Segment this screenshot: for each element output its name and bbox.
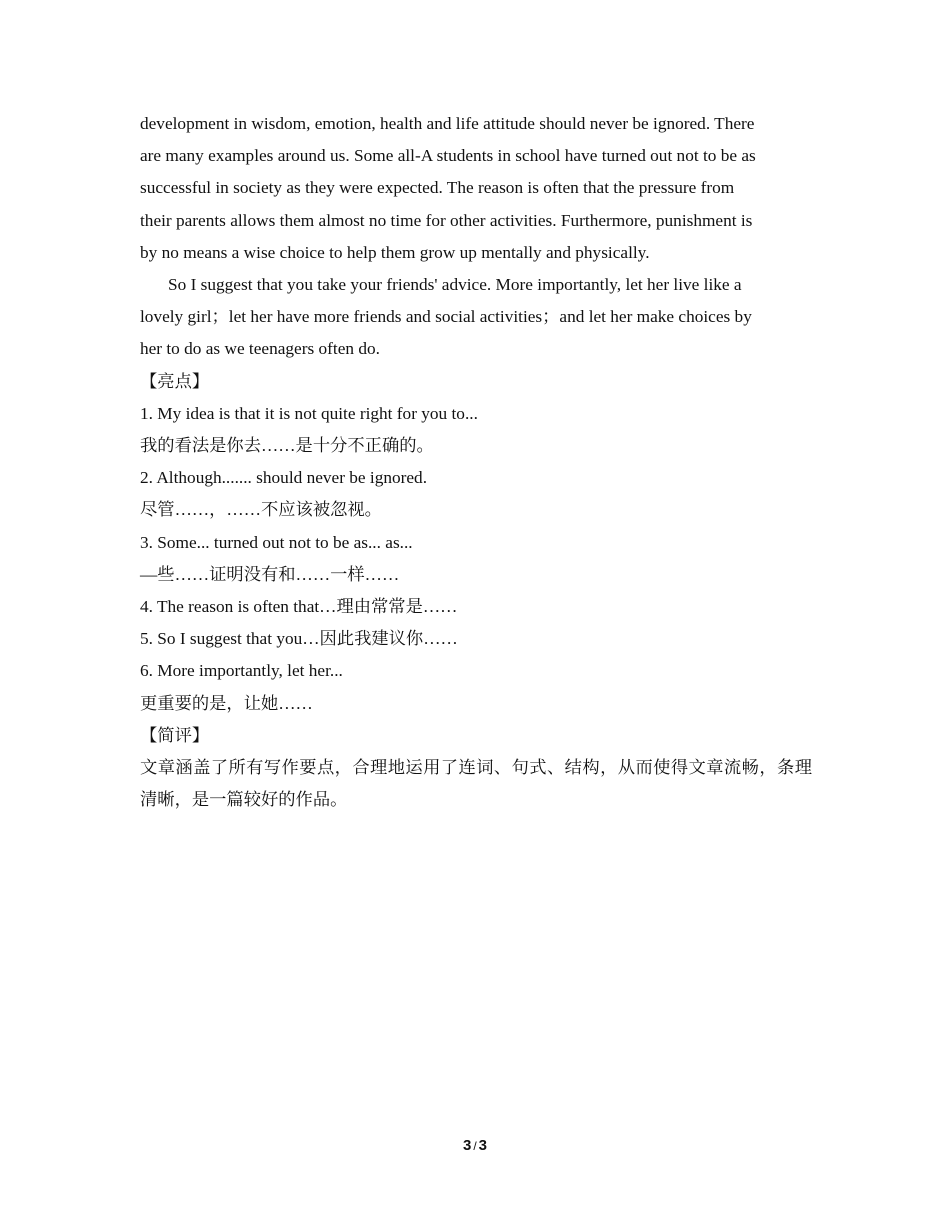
- essay-line-4: their parents allows them almost no time for other activities. Furthermore, punishment is: [140, 210, 753, 230]
- highlight-item-6-en: 6. More importantly, let her...: [140, 661, 343, 681]
- essay-line-6: So I suggest that you take your friends' advice. More importantly, let her live like a: [168, 275, 742, 295]
- highlight-item-2-zh: 尽管……，……不应该被忽视。: [140, 500, 382, 520]
- essay-line-5: by no means a wise choice to help them grow up mentally and physically.: [140, 242, 650, 262]
- highlight-item-4: 4. The reason is often that…理由常常是……: [140, 597, 458, 617]
- essay-line-3: successful in society as they were expected. The reason is often that the pressure from: [140, 178, 735, 198]
- highlight-item-1-en: 1. My idea is that it is not quite right for you to...: [140, 403, 478, 423]
- highlight-item-6-zh: 更重要的是，让她……: [140, 693, 313, 713]
- essay-line-8: her to do as we teenagers often do.: [140, 339, 380, 359]
- essay-line-2: are many examples around us. Some all-A students in school have turned out not to be as: [140, 146, 756, 166]
- essay-line-7: lovely girl；let her have more friends and social activities；and let her make choices by: [140, 307, 752, 327]
- page-separator: /: [473, 1139, 477, 1153]
- page-number: [0, 1136, 950, 1156]
- highlight-item-3-zh: —些……证明没有和……一样……: [140, 564, 400, 584]
- essay-line-1: development in wisdom, emotion, health and life attitude should never be ignored. There: [140, 114, 755, 133]
- total-pages: 3: [478, 1137, 488, 1154]
- highlight-item-3-en: 3. Some... turned out not to be as... as...: [140, 532, 413, 552]
- highlight-item-5: 5. So I suggest that you…因此我建议你……: [140, 629, 458, 649]
- highlight-item-1-zh: 我的看法是你去……是十分不正确的。: [140, 436, 434, 456]
- review-heading: 【简评】: [140, 725, 210, 745]
- current-page: 3: [462, 1137, 472, 1154]
- highlight-item-2-en: 2. Although....... should never be ignored.: [140, 468, 428, 488]
- highlights-heading: 【亮点】: [140, 371, 210, 391]
- document-content: [140, 108, 812, 816]
- review-text: 文章涵盖了所有写作要点，合理地运用了连词、句式、结构，从而使得文章流畅，条理清晰，是一篇较好的作品。: [140, 758, 812, 810]
